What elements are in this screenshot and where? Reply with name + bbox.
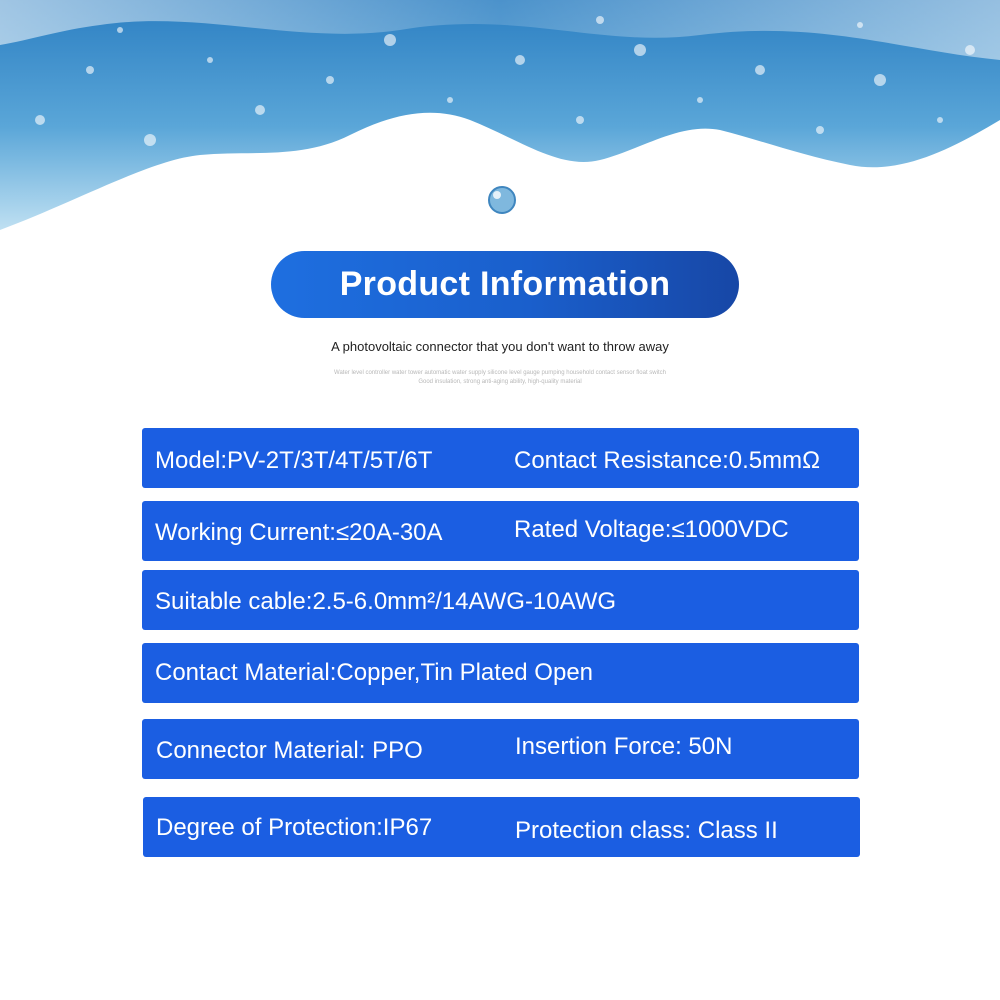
page-title: Product Information (339, 265, 671, 303)
spec-degree-of-protection: Degree of Protection:IP67 (156, 814, 433, 841)
subtitle: A photovoltaic connector that you don't want to throw away (331, 339, 669, 354)
spec-rated-voltage: Rated Voltage:≤1000VDC (514, 516, 789, 543)
fine-print-line-2: Good insulation, strong anti-aging ability, high-quality material (418, 379, 582, 385)
spec-row-connector-material (142, 719, 859, 779)
spec-protection-class: Protection class: Class II (515, 817, 778, 844)
spec-row-cable (142, 570, 859, 630)
fine-print-line-1: Water level controller water tower automatic water supply silicone level gauge pumping household contact sensor float switch (334, 370, 666, 376)
spec-row-current (142, 501, 859, 561)
spec-suitable-cable: Suitable cable:2.5-6.0mm²/14AWG-10AWG (155, 588, 617, 615)
spec-row-protection (143, 797, 860, 857)
spec-contact-material: Contact Material:Copper,Tin Plated Open (155, 659, 594, 686)
spec-insertion-force: Insertion Force: 50N (515, 733, 733, 760)
water-splash-image (0, 0, 1000, 235)
spec-row-model (142, 428, 859, 488)
spec-row-contact-material (142, 643, 859, 703)
product-information-banner (271, 251, 739, 318)
spec-working-current: Working Current:≤20A-30A (155, 519, 443, 546)
spec-model: Model:PV-2T/3T/4T/5T/6T (155, 447, 433, 474)
spec-contact-resistance: Contact Resistance:0.5mmΩ (514, 447, 821, 474)
spec-connector-material: Connector Material: PPO (156, 737, 423, 764)
